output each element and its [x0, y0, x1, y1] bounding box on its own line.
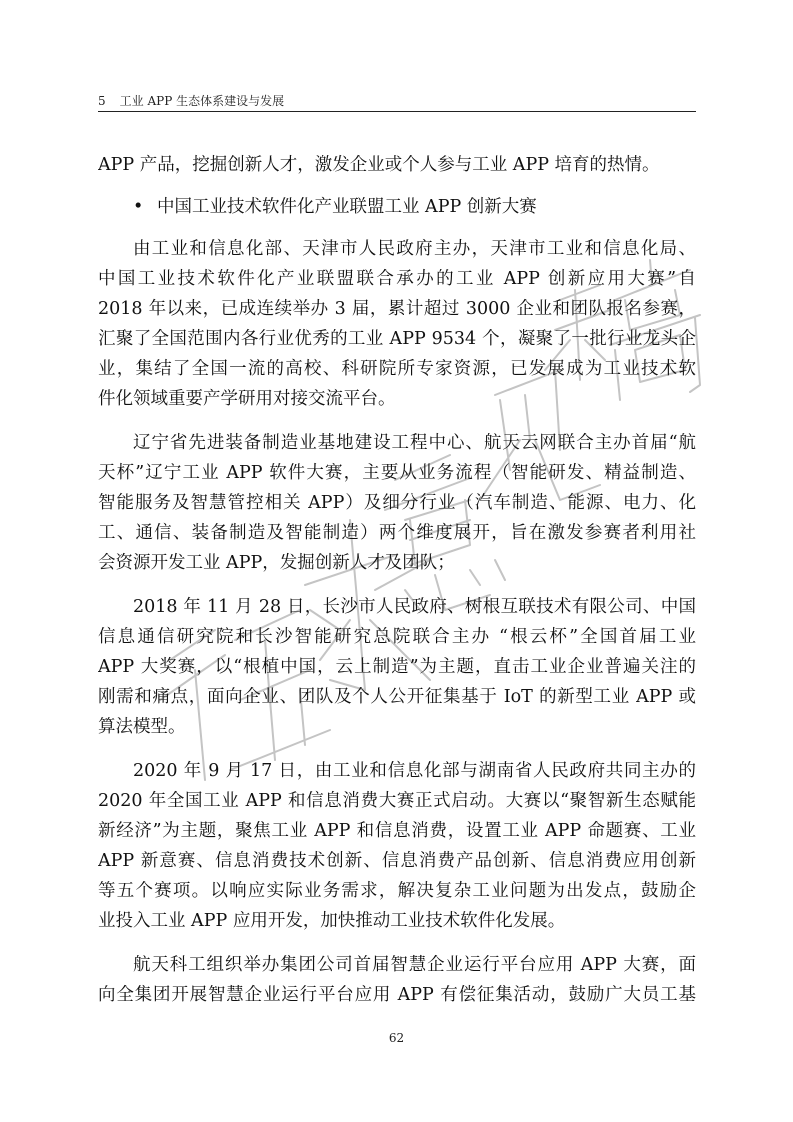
body-line-26: 向全集团开展智慧企业运行平台应用 APP 有偿征集活动，鼓励广大员工基	[98, 985, 696, 1005]
body-line-16: APP 大奖赛，以“根植中国，云上制造”为主题，直击工业企业普遍关注的	[98, 657, 696, 677]
body-line-22: APP 新意赛、信息消费技术创新、信息消费产品创新、信息消费应用创新	[98, 851, 696, 871]
body-line-10: 天杯”辽宁工业 APP 软件大赛，主要从业务流程（智能研发、精益制造、	[98, 463, 696, 483]
header-section-title: 工业 APP 生态体系建设与发展	[119, 94, 285, 108]
bullet-item	[133, 192, 696, 223]
body-line-18: 算法模型。	[98, 717, 186, 737]
body-line-6: 汇聚了全国范围内各行业优秀的工业 APP 9534 个，凝聚了一批行业龙头企	[98, 329, 696, 349]
body-line-5: 2018 年以来，已成连续举办 3 届，累计超过 3000 企业和团队报名参赛，	[98, 299, 696, 319]
running-header	[98, 92, 696, 110]
bullet-icon: •	[133, 197, 144, 217]
body-line-12: 工、通信、装备制造及智能制造）两个维度展开，旨在激发参赛者利用社	[98, 523, 696, 543]
header-section-number: 5	[98, 94, 106, 108]
body-line-4: 中国工业技术软件化产业联盟联合承办的工业 APP 创新应用大赛”自	[98, 269, 696, 289]
body-line-3: 由工业和信息化部、天津市人民政府主办，天津市工业和信息化局、	[133, 239, 696, 259]
body-line-17: 刚需和痛点，面向企业、团队及个人公开征集基于 IoT 的新型工业 APP 或	[98, 687, 696, 707]
body-line-24: 业投入工业 APP 应用开发，加快推动工业技术软件化发展。	[98, 911, 566, 931]
body-line-21: 新经济”为主题，聚焦工业 APP 和信息消费，设置工业 APP 命题赛、工业	[98, 821, 696, 841]
body-line-14: 2018 年 11 月 28 日，长沙市人民政府、树根互联技术有限公司、中国	[133, 597, 696, 617]
body-line-25: 航天科工组织举办集团公司首届智慧企业运行平台应用 APP 大赛，面	[133, 955, 696, 975]
body-line-11: 智能服务及智慧管控相关 APP）及细分行业（汽车制造、能源、电力、化	[98, 493, 696, 513]
body-line-7: 业，集结了全国一流的高校、科研院所专家资源，已发展成为工业技术软	[98, 359, 696, 379]
page-number: 62	[388, 1031, 405, 1045]
body-line-8: 件化领域重要产学研用对接交流平台。	[98, 389, 396, 409]
body-line-19: 2020 年 9 月 17 日，由工业和信息化部与湖南省人民政府共同主办的	[133, 761, 696, 781]
bullet-text: 中国工业技术软件化产业联盟工业 APP 创新大赛	[157, 197, 537, 217]
header-rule	[98, 111, 696, 112]
body-line-9: 辽宁省先进装备制造业基地建设工程中心、航天云网联合主办首届“航	[133, 433, 696, 453]
body-line-20: 2020 年全国工业 APP 和信息消费大赛正式启动。大赛以“聚智新生态赋能	[98, 791, 696, 811]
body-line-13: 会资源开发工业 APP，发掘创新人才及团队；	[98, 553, 455, 573]
body-line-23: 等五个赛项。以响应实际业务需求，解决复杂工业问题为出发点，鼓励企	[98, 881, 696, 901]
body-line-15: 信息通信研究院和长沙智能研究总院联合主办 “根云杯”全国首届工业	[98, 627, 696, 647]
body-line-1: APP 产品，挖掘创新人才，激发企业或个人参与工业 APP 培育的热情。	[98, 155, 660, 175]
